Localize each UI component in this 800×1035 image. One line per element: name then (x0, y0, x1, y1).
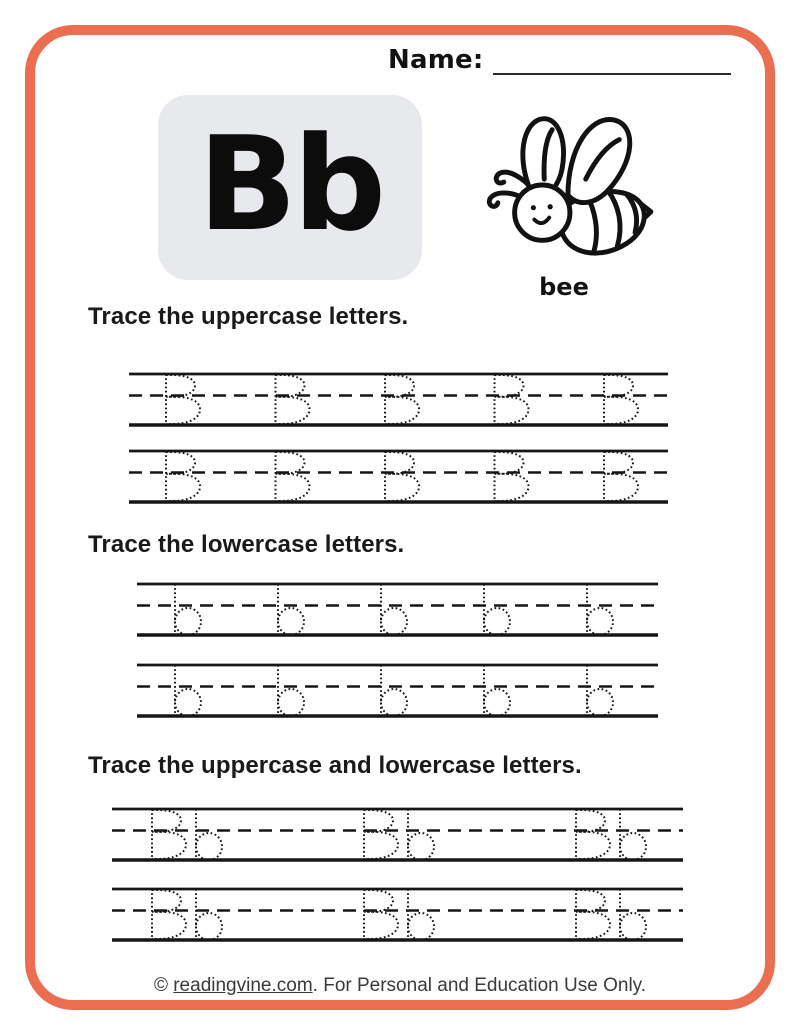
bee-block (472, 108, 656, 301)
name-label: Name: (388, 45, 484, 75)
readingvine-link[interactable]: readingvine.com (173, 975, 313, 996)
section-heading-uppercase: Trace the uppercase letters. (88, 303, 409, 330)
letter-card (158, 95, 422, 280)
bee-caption: bee (539, 273, 589, 301)
trace-row-lowercase-1[interactable] (137, 581, 658, 638)
trace-row-mixed-2[interactable] (112, 886, 683, 943)
letter-pair-display: Bb (197, 107, 383, 260)
bee-icon (472, 108, 656, 266)
name-row (388, 45, 731, 75)
name-blank-line[interactable] (493, 45, 731, 75)
section-heading-mixed: Trace the uppercase and lowercase letters. (88, 752, 582, 779)
footer-copyright (0, 975, 800, 997)
trace-row-mixed-1[interactable] (112, 806, 683, 863)
footer-suffix: . For Personal and Education Use Only. (312, 975, 647, 996)
trace-row-lowercase-2[interactable] (137, 662, 658, 719)
trace-row-uppercase-2[interactable] (129, 448, 668, 505)
copyright-symbol: © (153, 975, 174, 996)
section-heading-lowercase: Trace the lowercase letters. (88, 531, 405, 558)
trace-row-uppercase-1[interactable] (129, 371, 668, 428)
